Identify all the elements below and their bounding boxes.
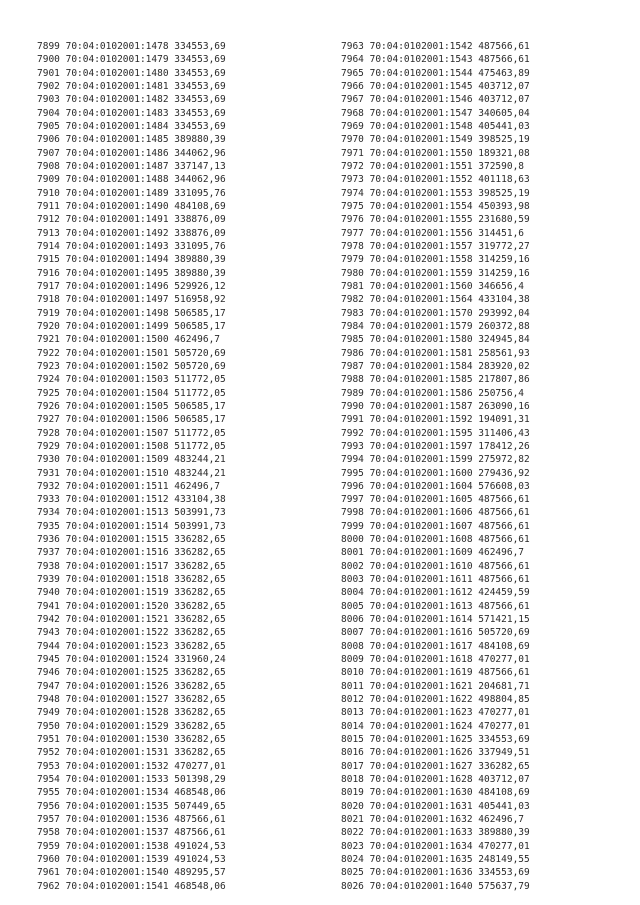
table-row: 8007 70:04:0102001:1616 505720,69	[341, 627, 530, 639]
table-row: 7998 70:04:0102001:1606 487566,61	[341, 507, 530, 519]
table-row: 8008 70:04:0102001:1617 484108,69	[341, 640, 530, 652]
table-row: 7961 70:04:0102001:1540 489295,57	[37, 867, 226, 879]
table-row: 7970 70:04:0102001:1549 398525,19	[341, 134, 530, 146]
table-row: 7951 70:04:0102001:1530 336282,65	[37, 734, 226, 746]
table-row: 7956 70:04:0102001:1535 507449,65	[37, 800, 226, 812]
table-row: 7994 70:04:0102001:1599 275972,82	[341, 454, 530, 466]
table-row: 7988 70:04:0102001:1585 217807,86	[341, 374, 530, 386]
table-row: 7901 70:04:0102001:1480 334553,69	[37, 67, 226, 79]
table-row: 7911 70:04:0102001:1490 484108,69	[37, 200, 226, 212]
table-row: 8015 70:04:0102001:1625 334553,69	[341, 734, 530, 746]
table-row: 8019 70:04:0102001:1630 484108,69	[341, 787, 530, 799]
table-row: 7921 70:04:0102001:1500 462496,7	[37, 334, 221, 346]
table-row: 8012 70:04:0102001:1622 498804,85	[341, 694, 530, 706]
table-row: 7912 70:04:0102001:1491 338876,09	[37, 214, 226, 226]
table-row: 7957 70:04:0102001:1536 487566,61	[37, 814, 226, 826]
table-row: 7963 70:04:0102001:1542 487566,61	[341, 41, 530, 52]
table-row: 7992 70:04:0102001:1595 311406,43	[341, 427, 530, 439]
table-row: 8000 70:04:0102001:1608 487566,61	[341, 534, 530, 546]
table-row: 7919 70:04:0102001:1498 506585,17	[37, 307, 226, 319]
table-row: 7954 70:04:0102001:1533 501398,29	[37, 774, 226, 786]
table-row: 7981 70:04:0102001:1560 346656,4	[341, 280, 525, 292]
table-row: 8002 70:04:0102001:1610 487566,61	[341, 560, 530, 572]
table-row: 7958 70:04:0102001:1537 487566,61	[37, 827, 226, 839]
table-row: 7927 70:04:0102001:1506 506585,17	[37, 414, 226, 426]
table-row: 7917 70:04:0102001:1496 529926,12	[37, 280, 226, 292]
table-row: 7935 70:04:0102001:1514 503991,73	[37, 520, 226, 532]
table-row: 7982 70:04:0102001:1564 433104,38	[341, 294, 530, 306]
table-row: 7972 70:04:0102001:1551 372590,8	[341, 160, 525, 172]
table-row: 7999 70:04:0102001:1607 487566,61	[341, 520, 530, 532]
table-row: 7910 70:04:0102001:1489 331095,76	[37, 187, 226, 199]
table-row: 7948 70:04:0102001:1527 336282,65	[37, 694, 226, 706]
table-row: 7915 70:04:0102001:1494 389880,39	[37, 254, 226, 266]
table-row: 8001 70:04:0102001:1609 462496,7	[341, 547, 525, 559]
table-row: 7913 70:04:0102001:1492 338876,09	[37, 227, 226, 239]
table-row: 7930 70:04:0102001:1509 483244,21	[37, 454, 226, 466]
table-row: 7932 70:04:0102001:1511 462496,7	[37, 480, 221, 492]
table-row: 7946 70:04:0102001:1525 336282,65	[37, 667, 226, 679]
table-row: 7925 70:04:0102001:1504 511772,05	[37, 387, 226, 399]
table-row: 7960 70:04:0102001:1539 491024,53	[37, 854, 226, 866]
table-row: 8009 70:04:0102001:1618 470277,01	[341, 654, 530, 666]
table-row: 8025 70:04:0102001:1636 334553,69	[341, 867, 530, 879]
table-row: 7905 70:04:0102001:1484 334553,69	[37, 120, 226, 132]
table-row: 7989 70:04:0102001:1586 250756,4	[341, 387, 525, 399]
table-row: 7959 70:04:0102001:1538 491024,53	[37, 840, 226, 852]
table-row: 8016 70:04:0102001:1626 337949,51	[341, 747, 530, 759]
table-row: 7979 70:04:0102001:1558 314259,16	[341, 254, 530, 266]
table-row: 7906 70:04:0102001:1485 389880,39	[37, 134, 226, 146]
table-row: 7973 70:04:0102001:1552 401118,63	[341, 174, 530, 186]
table-row: 8003 70:04:0102001:1611 487566,61	[341, 574, 530, 586]
table-row: 7945 70:04:0102001:1524 331960,24	[37, 654, 226, 666]
table-row: 7967 70:04:0102001:1546 403712,07	[341, 94, 530, 106]
table-row: 7995 70:04:0102001:1600 279436,92	[341, 467, 530, 479]
table-row: 7966 70:04:0102001:1545 403712,07	[341, 80, 530, 92]
table-row: 7904 70:04:0102001:1483 334553,69	[37, 107, 226, 119]
table-row: 7996 70:04:0102001:1604 576608,03	[341, 480, 530, 492]
table-row: 8010 70:04:0102001:1619 487566,61	[341, 667, 530, 679]
table-row: 7953 70:04:0102001:1532 470277,01	[37, 760, 226, 772]
table-row: 7962 70:04:0102001:1541 468548,06	[37, 880, 226, 892]
table-row: 7975 70:04:0102001:1554 450393,98	[341, 200, 530, 212]
table-row: 7938 70:04:0102001:1517 336282,65	[37, 560, 226, 572]
table-row: 7943 70:04:0102001:1522 336282,65	[37, 627, 226, 639]
table-row: 7928 70:04:0102001:1507 511772,05	[37, 427, 226, 439]
table-row: 7949 70:04:0102001:1528 336282,65	[37, 707, 226, 719]
table-row: 7922 70:04:0102001:1501 505720,69	[37, 347, 226, 359]
right-column	[341, 40, 640, 893]
table-row: 7993 70:04:0102001:1597 178412,26	[341, 440, 530, 452]
table-row: 7929 70:04:0102001:1508 511772,05	[37, 440, 226, 452]
table-row: 7955 70:04:0102001:1534 468548,06	[37, 787, 226, 799]
table-row: 7924 70:04:0102001:1503 511772,05	[37, 374, 226, 386]
table-row: 7965 70:04:0102001:1544 475463,89	[341, 67, 530, 79]
table-row: 7918 70:04:0102001:1497 516958,92	[37, 294, 226, 306]
table-row: 7934 70:04:0102001:1513 503991,73	[37, 507, 226, 519]
table-row: 7977 70:04:0102001:1556 314451,6	[341, 227, 525, 239]
table-row: 8023 70:04:0102001:1634 470277,01	[341, 840, 530, 852]
table-row: 7907 70:04:0102001:1486 344062,96	[37, 147, 226, 159]
table-row: 8026 70:04:0102001:1640 575637,79	[341, 880, 530, 892]
table-row: 7903 70:04:0102001:1482 334553,69	[37, 94, 226, 106]
table-row: 8017 70:04:0102001:1627 336282,65	[341, 760, 530, 772]
table-row: 7926 70:04:0102001:1505 506585,17	[37, 400, 226, 412]
left-column	[37, 40, 337, 893]
table-row: 7985 70:04:0102001:1580 324945,84	[341, 334, 530, 346]
table-row: 7923 70:04:0102001:1502 505720,69	[37, 360, 226, 372]
table-row: 7909 70:04:0102001:1488 344062,96	[37, 174, 226, 186]
table-row: 7984 70:04:0102001:1579 260372,88	[341, 320, 530, 332]
table-row: 7980 70:04:0102001:1559 314259,16	[341, 267, 530, 279]
table-row: 7940 70:04:0102001:1519 336282,65	[37, 587, 226, 599]
table-row: 7914 70:04:0102001:1493 331095,76	[37, 240, 226, 252]
table-row: 7916 70:04:0102001:1495 389880,39	[37, 267, 226, 279]
table-row: 7987 70:04:0102001:1584 283920,02	[341, 360, 530, 372]
table-row: 8011 70:04:0102001:1621 204681,71	[341, 680, 530, 692]
table-row: 7920 70:04:0102001:1499 506585,17	[37, 320, 226, 332]
table-row: 8018 70:04:0102001:1628 403712,07	[341, 774, 530, 786]
table-row: 7899 70:04:0102001:1478 334553,69	[37, 41, 226, 52]
table-row: 7937 70:04:0102001:1516 336282,65	[37, 547, 226, 559]
table-row: 7942 70:04:0102001:1521 336282,65	[37, 614, 226, 626]
table-row: 7968 70:04:0102001:1547 340605,04	[341, 107, 530, 119]
table-row: 8024 70:04:0102001:1635 248149,55	[341, 854, 530, 866]
table-row: 7969 70:04:0102001:1548 405441,03	[341, 120, 530, 132]
table-row: 8021 70:04:0102001:1632 462496,7	[341, 814, 525, 826]
table-row: 8014 70:04:0102001:1624 470277,01	[341, 720, 530, 732]
table-row: 7941 70:04:0102001:1520 336282,65	[37, 600, 226, 612]
table-row: 7908 70:04:0102001:1487 337147,13	[37, 160, 226, 172]
table-row: 8020 70:04:0102001:1631 405441,03	[341, 800, 530, 812]
table-row: 7939 70:04:0102001:1518 336282,65	[37, 574, 226, 586]
table-row: 8006 70:04:0102001:1614 571421,15	[341, 614, 530, 626]
table-row: 8022 70:04:0102001:1633 389880,39	[341, 827, 530, 839]
table-row: 7971 70:04:0102001:1550 189321,08	[341, 147, 530, 159]
table-row: 7978 70:04:0102001:1557 319772,27	[341, 240, 530, 252]
table-row: 7997 70:04:0102001:1605 487566,61	[341, 494, 530, 506]
table-row: 8013 70:04:0102001:1623 470277,01	[341, 707, 530, 719]
table-row: 7964 70:04:0102001:1543 487566,61	[341, 54, 530, 66]
table-row: 7936 70:04:0102001:1515 336282,65	[37, 534, 226, 546]
table-row: 7902 70:04:0102001:1481 334553,69	[37, 80, 226, 92]
table-row: 7974 70:04:0102001:1553 398525,19	[341, 187, 530, 199]
table-row: 7991 70:04:0102001:1592 194091,31	[341, 414, 530, 426]
table-row: 7947 70:04:0102001:1526 336282,65	[37, 680, 226, 692]
table-row: 7986 70:04:0102001:1581 258561,93	[341, 347, 530, 359]
table-row: 7944 70:04:0102001:1523 336282,65	[37, 640, 226, 652]
table-row: 7931 70:04:0102001:1510 483244,21	[37, 467, 226, 479]
table-row: 8004 70:04:0102001:1612 424459,59	[341, 587, 530, 599]
table-row: 7950 70:04:0102001:1529 336282,65	[37, 720, 226, 732]
table-row: 7976 70:04:0102001:1555 231680,59	[341, 214, 530, 226]
table-row: 7983 70:04:0102001:1570 293992,04	[341, 307, 530, 319]
table-row: 8005 70:04:0102001:1613 487566,61	[341, 600, 530, 612]
table-row: 7990 70:04:0102001:1587 263090,16	[341, 400, 530, 412]
table-row: 7900 70:04:0102001:1479 334553,69	[37, 54, 226, 66]
table-row: 7952 70:04:0102001:1531 336282,65	[37, 747, 226, 759]
table-row: 7933 70:04:0102001:1512 433104,38	[37, 494, 226, 506]
